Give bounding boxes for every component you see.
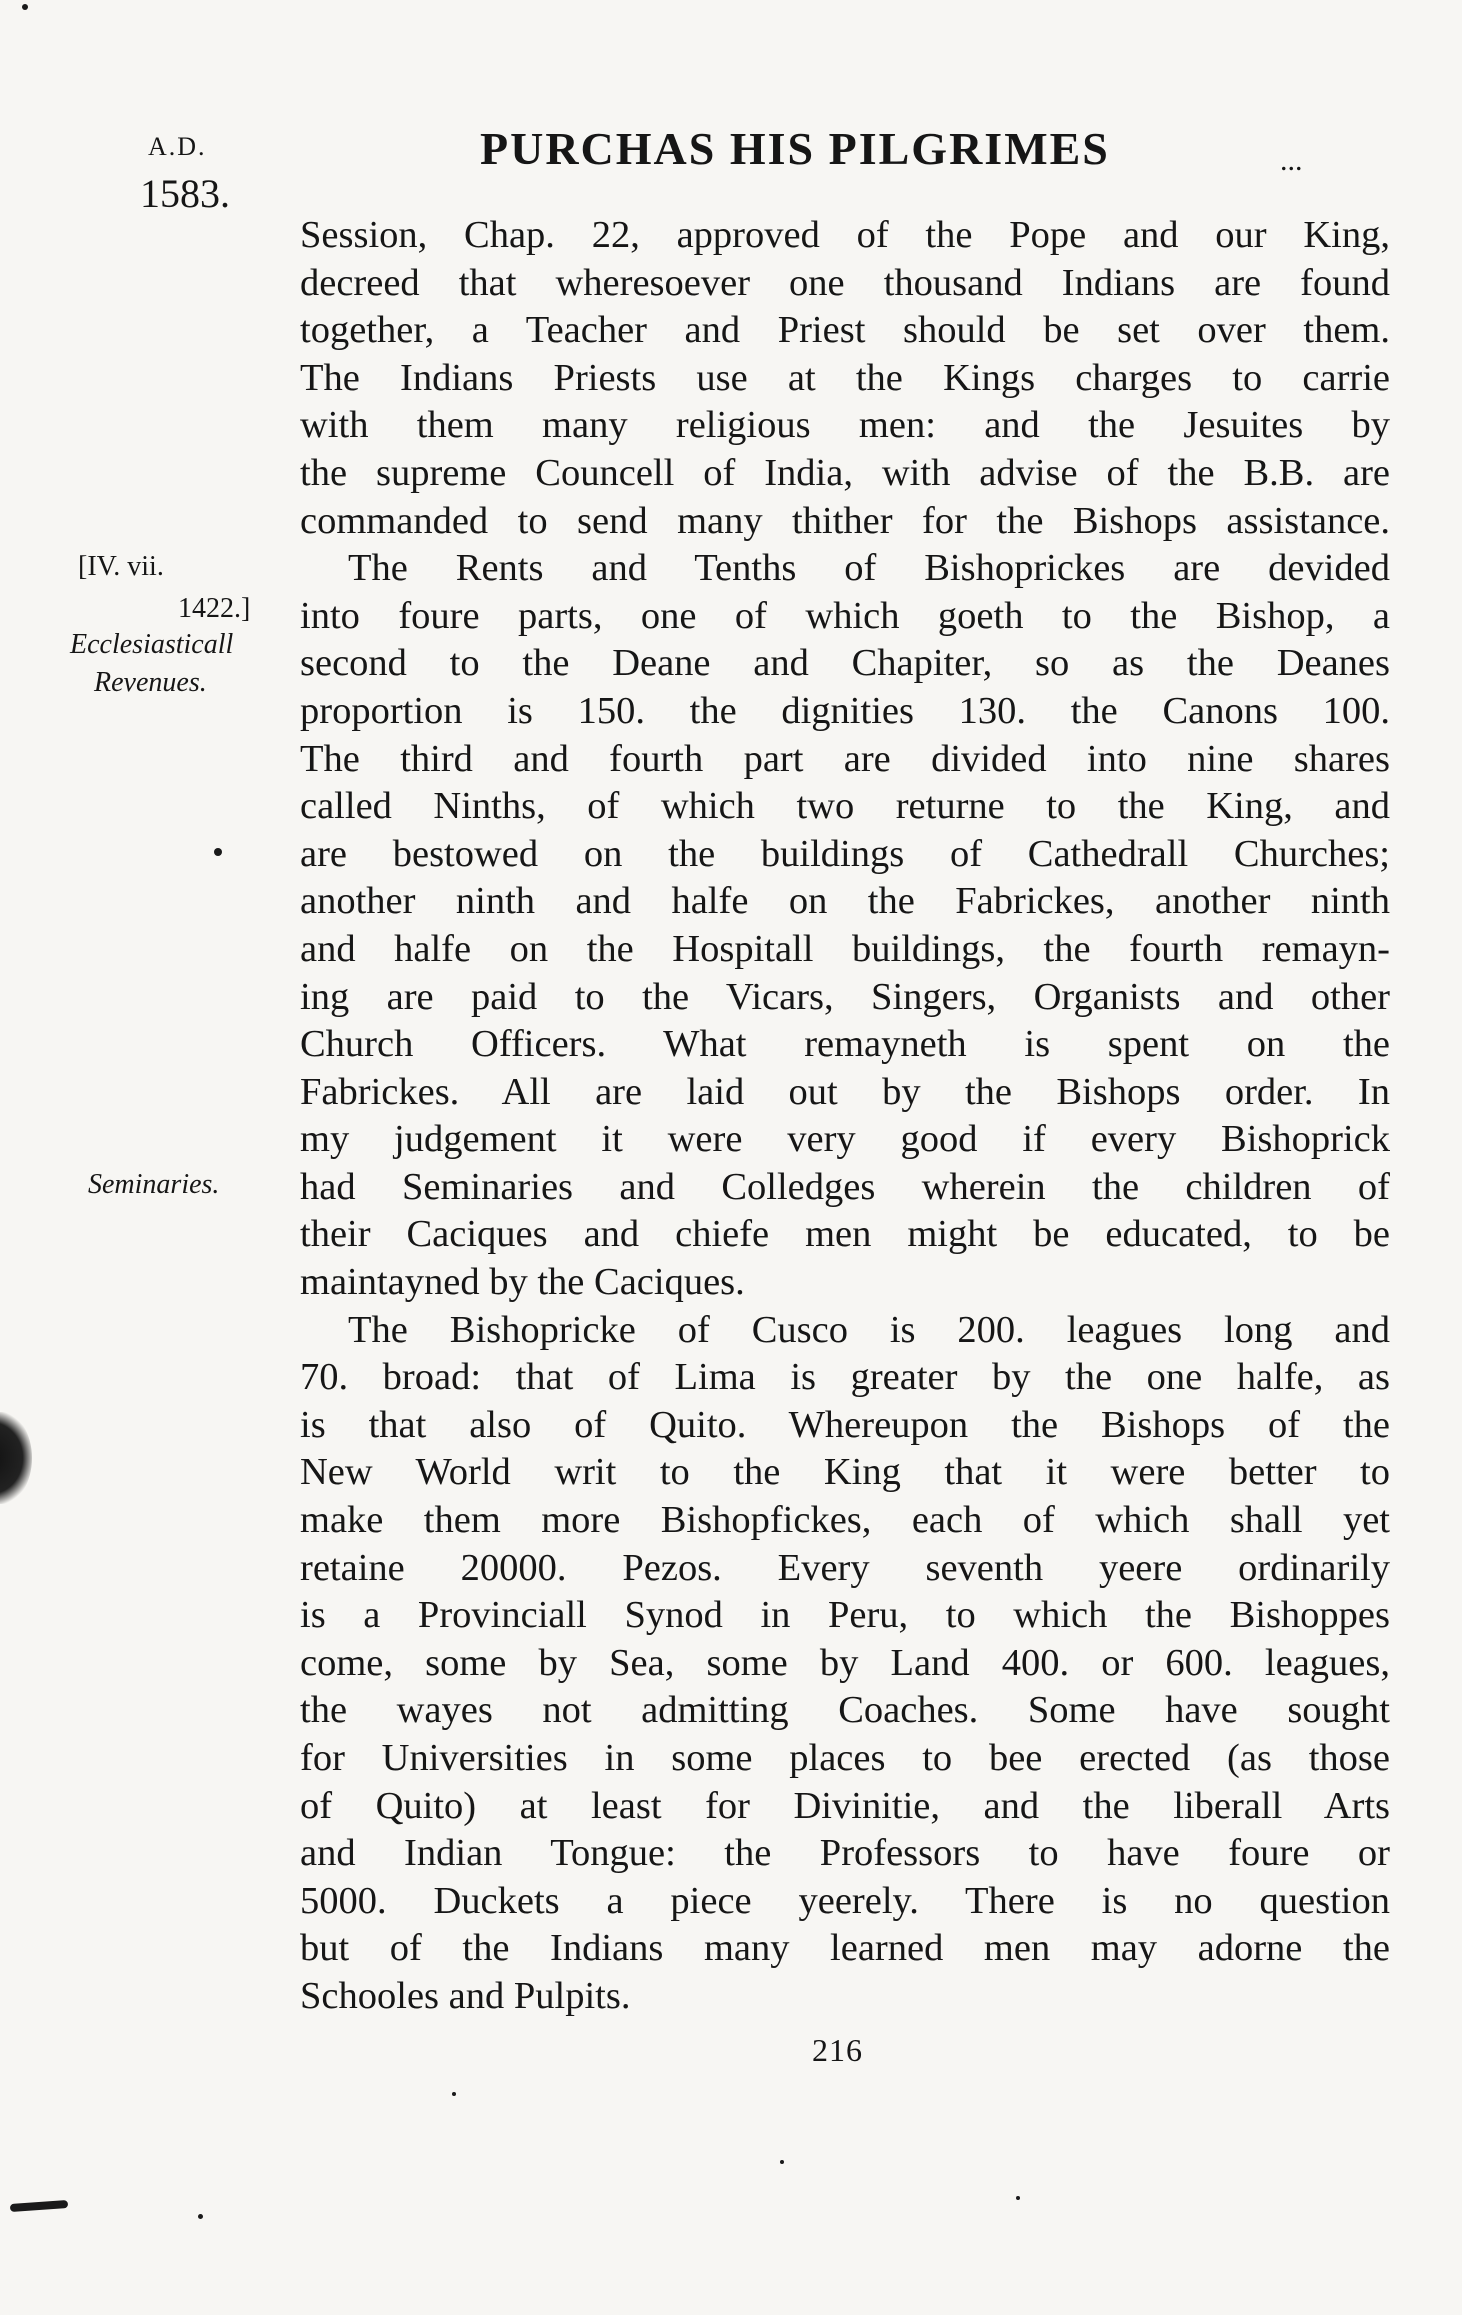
page-number: 216 bbox=[812, 2032, 863, 2068]
text-line: ing are paid to the Vicars, Singers, Organists and other bbox=[300, 975, 1390, 1018]
scan-speck bbox=[22, 4, 28, 10]
text-line: second to the Deane and Chapiter, so as the Deanes bbox=[300, 642, 1390, 685]
text-line: my judgement it were very good if every Bishoprick bbox=[300, 1118, 1390, 1161]
text-line: are bestowed on the buildings of Cathedrall Churches; bbox=[300, 832, 1390, 875]
text-line: of Quito) at least for Divinitie, and the liberall Arts bbox=[300, 1784, 1390, 1827]
text-line: The Indians Priests use at the Kings charges to carrie bbox=[300, 356, 1390, 399]
text-line: maintayned by the Caciques. bbox=[300, 1261, 745, 1304]
scan-speck bbox=[198, 2214, 203, 2219]
text-line: The Bishopricke of Cusco is 200. leagues long and bbox=[348, 1308, 1390, 1351]
text-line: their Caciques and chiefe men might be educated, to be bbox=[300, 1213, 1390, 1256]
margin-note-ecclesiastical-line2: Revenues. bbox=[94, 667, 207, 698]
text-line: New World writ to the King that it were better to bbox=[300, 1451, 1390, 1494]
text-line: commanded to send many thither for the Bishops assistance. bbox=[300, 499, 1390, 542]
text-line: the supreme Councell of India, with advise of the B.B. are bbox=[300, 451, 1390, 494]
text-line: for Universities in some places to bee erected (as those bbox=[300, 1737, 1390, 1779]
text-line: Session, Chap. 22, approved of the Pope and our King, bbox=[300, 214, 1390, 256]
header-year: 1583. bbox=[140, 171, 230, 216]
margin-note-seminaries: Seminaries. bbox=[88, 1169, 220, 1200]
text-line: decreed that wheresoever one thousand Indians are found bbox=[300, 261, 1390, 304]
text-line: called Ninths, of which two returne to the King, and bbox=[300, 785, 1390, 828]
running-title: PURCHAS HIS PILGRIMES bbox=[480, 123, 1110, 174]
scan-speck bbox=[214, 848, 222, 856]
text-line: together, a Teacher and Priest should be set over them. bbox=[300, 309, 1390, 352]
text-line: 70. broad: that of Lima is greater by the one halfe, as bbox=[300, 1356, 1390, 1399]
scan-speck bbox=[1016, 2196, 1020, 2200]
text-line: and Indian Tongue: the Professors to have foure or bbox=[300, 1832, 1390, 1875]
scan-speck bbox=[452, 2092, 456, 2096]
header-date-label: A.D. bbox=[148, 132, 207, 161]
text-line: but of the Indians many learned men may adorne the bbox=[300, 1927, 1390, 1970]
body-text bbox=[300, 212, 1390, 2021]
text-line: The third and fourth part are divided into nine shares bbox=[300, 737, 1390, 780]
text-line: come, some by Sea, some by Land 400. or 600. leagues, bbox=[300, 1641, 1390, 1684]
text-line: 5000. Duckets a piece yeerely. There is no question bbox=[300, 1879, 1390, 1922]
text-line: and halfe on the Hospitall buildings, the fourth remayn- bbox=[300, 927, 1390, 970]
text-line: retaine 20000. Pezos. Every seventh yeere ordinarily bbox=[300, 1546, 1390, 1589]
text-line: make them more Bishopfickes, each of which shall yet bbox=[300, 1499, 1390, 1542]
text-line: another ninth and halfe on the Fabrickes, another ninth bbox=[300, 880, 1390, 923]
text-line: into foure parts, one of which goeth to the Bishop, a bbox=[300, 594, 1390, 637]
text-line: proportion is 150. the dignities 130. the Canons 100. bbox=[300, 689, 1390, 732]
text-line: The Rents and Tenths of Bishoprickes are devided bbox=[348, 547, 1390, 590]
scan-blot bbox=[0, 1412, 32, 1504]
text-line: Church Officers. What remayneth is spent on the bbox=[300, 1023, 1390, 1066]
text-line: the wayes not admitting Coaches. Some have sought bbox=[300, 1689, 1390, 1732]
header-ornament: ... bbox=[1280, 144, 1303, 177]
text-line: with them many religious men: and the Jesuites by bbox=[300, 404, 1390, 447]
text-line: Fabrickes. All are laid out by the Bishops order. In bbox=[300, 1070, 1390, 1113]
margin-reference-line2: 1422.] bbox=[178, 593, 251, 624]
text-line: is that also of Quito. Whereupon the Bishops of the bbox=[300, 1403, 1390, 1446]
margin-reference-line1: [IV. vii. bbox=[78, 551, 164, 582]
text-line: is a Provinciall Synod in Peru, to which the Bishoppes bbox=[300, 1594, 1390, 1637]
text-line: had Seminaries and Colledges wherein the children of bbox=[300, 1165, 1390, 1208]
text-line: Schooles and Pulpits. bbox=[300, 1974, 631, 2017]
scan-speck bbox=[780, 2160, 784, 2164]
margin-note-ecclesiastical-line1: Ecclesiasticall bbox=[70, 629, 234, 660]
scan-mark bbox=[10, 2200, 68, 2212]
